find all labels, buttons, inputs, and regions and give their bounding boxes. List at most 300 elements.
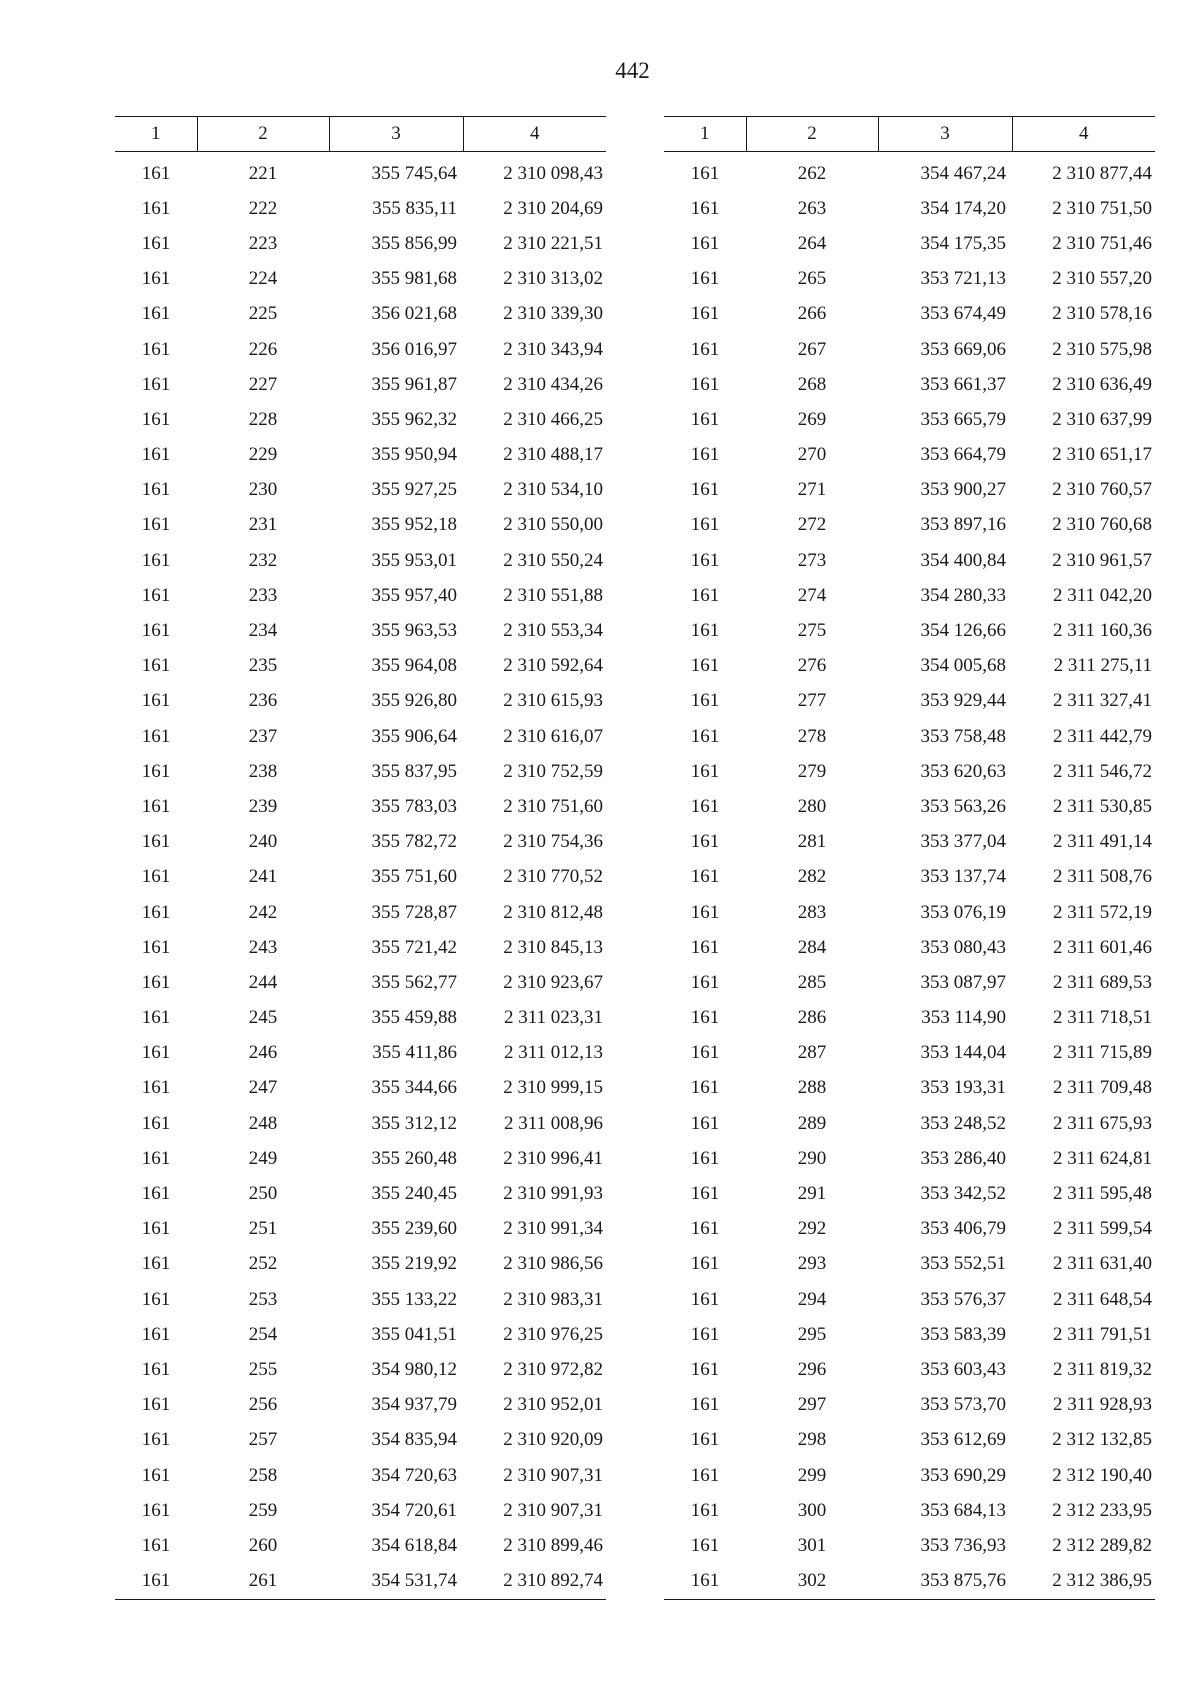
cell-section: 161 [690, 1429, 720, 1451]
cell-point-number: 244 [248, 971, 278, 993]
cell-x-coordinate: 355 459,88 [371, 1007, 457, 1029]
cell-point-number: 234 [248, 620, 278, 642]
cell-point-number: 241 [248, 866, 278, 888]
cell-point-number: 222 [248, 197, 278, 219]
cell-x-coordinate: 353 684,13 [920, 1499, 1006, 1521]
cell-x-coordinate: 355 953,01 [371, 549, 457, 571]
cell-y-coordinate: 2 311 042,20 [1052, 584, 1152, 606]
cell-section: 161 [141, 1464, 171, 1486]
cell-y-coordinate: 2 310 204,69 [503, 197, 603, 219]
cell-y-coordinate: 2 311 012,13 [503, 1042, 603, 1064]
cell-point-number: 297 [797, 1394, 827, 1416]
table-row [664, 1212, 1155, 1247]
cell-x-coordinate: 353 603,43 [920, 1358, 1006, 1380]
cell-point-number: 285 [797, 971, 827, 993]
cell-x-coordinate: 355 133,22 [371, 1288, 457, 1310]
cell-point-number: 289 [797, 1112, 827, 1134]
cell-section: 161 [690, 1218, 720, 1240]
cell-x-coordinate: 353 661,37 [920, 373, 1006, 395]
cell-y-coordinate: 2 312 132,85 [1052, 1429, 1152, 1451]
cell-section: 161 [690, 936, 720, 958]
table-row [664, 754, 1155, 789]
cell-x-coordinate: 353 897,16 [920, 514, 1006, 536]
cell-x-coordinate: 355 240,45 [371, 1183, 457, 1205]
table-row [115, 649, 606, 684]
table-row [664, 1352, 1155, 1387]
cell-y-coordinate: 2 310 877,44 [1052, 162, 1152, 184]
cell-x-coordinate: 355 562,77 [371, 971, 457, 993]
cell-x-coordinate: 355 751,60 [371, 866, 457, 888]
cell-section: 161 [141, 1007, 171, 1029]
cell-section: 161 [141, 162, 171, 184]
cell-section: 161 [141, 373, 171, 395]
cell-point-number: 255 [248, 1358, 278, 1380]
cell-x-coordinate: 355 260,48 [371, 1147, 457, 1169]
table-row [664, 473, 1155, 508]
cell-point-number: 223 [248, 232, 278, 254]
cell-x-coordinate: 355 964,08 [371, 655, 457, 677]
cell-y-coordinate: 2 312 289,82 [1052, 1534, 1152, 1556]
cell-y-coordinate: 2 310 986,56 [503, 1253, 603, 1275]
cell-point-number: 296 [797, 1358, 827, 1380]
table-row [664, 825, 1155, 860]
table-row [664, 1388, 1155, 1423]
table-row [115, 1106, 606, 1141]
table-row [115, 262, 606, 297]
cell-point-number: 298 [797, 1429, 827, 1451]
cell-section: 161 [141, 690, 171, 712]
column-header: 4 [463, 117, 606, 152]
cell-section: 161 [141, 1218, 171, 1240]
table-row [115, 1423, 606, 1458]
cell-y-coordinate: 2 311 819,32 [1052, 1358, 1152, 1380]
cell-point-number: 272 [797, 514, 827, 536]
cell-x-coordinate: 355 906,64 [371, 725, 457, 747]
cell-section: 161 [141, 1358, 171, 1380]
cell-section: 161 [141, 655, 171, 677]
cell-point-number: 278 [797, 725, 827, 747]
cell-section: 161 [141, 866, 171, 888]
cell-point-number: 275 [797, 620, 827, 642]
cell-section: 161 [690, 1323, 720, 1345]
cell-section: 161 [141, 232, 171, 254]
table-row [664, 860, 1155, 895]
cell-point-number: 288 [797, 1077, 827, 1099]
cell-section: 161 [141, 620, 171, 642]
cell-point-number: 254 [248, 1323, 278, 1345]
cell-y-coordinate: 2 310 575,98 [1052, 338, 1152, 360]
table-row [115, 332, 606, 367]
cell-y-coordinate: 2 310 991,93 [503, 1183, 603, 1205]
cell-x-coordinate: 353 087,97 [920, 971, 1006, 993]
table-row [664, 543, 1155, 578]
table-row [115, 1282, 606, 1317]
cell-x-coordinate: 353 193,31 [920, 1077, 1006, 1099]
table-row [664, 649, 1155, 684]
column-header: 3 [329, 117, 463, 152]
table-row [115, 191, 606, 226]
cell-x-coordinate: 353 080,43 [920, 936, 1006, 958]
cell-x-coordinate: 355 219,92 [371, 1253, 457, 1275]
cell-y-coordinate: 2 310 339,30 [503, 303, 603, 325]
cell-x-coordinate: 353 736,93 [920, 1534, 1006, 1556]
cell-point-number: 230 [248, 479, 278, 501]
cell-y-coordinate: 2 310 751,50 [1052, 197, 1152, 219]
cell-x-coordinate: 355 728,87 [371, 901, 457, 923]
cell-x-coordinate: 353 377,04 [920, 831, 1006, 853]
cell-y-coordinate: 2 310 952,01 [503, 1394, 603, 1416]
cell-point-number: 284 [797, 936, 827, 958]
cell-section: 161 [690, 795, 720, 817]
cell-y-coordinate: 2 311 442,79 [1052, 725, 1152, 747]
cell-y-coordinate: 2 310 637,99 [1052, 408, 1152, 430]
cell-point-number: 256 [248, 1394, 278, 1416]
cell-section: 161 [690, 901, 720, 923]
cell-section: 161 [141, 1147, 171, 1169]
cell-x-coordinate: 354 467,24 [920, 162, 1006, 184]
cell-section: 161 [141, 479, 171, 501]
cell-point-number: 221 [248, 162, 278, 184]
cell-x-coordinate: 356 016,97 [371, 338, 457, 360]
cell-point-number: 229 [248, 444, 278, 466]
cell-y-coordinate: 2 311 631,40 [1052, 1253, 1152, 1275]
table-row [664, 684, 1155, 719]
cell-section: 161 [690, 690, 720, 712]
cell-section: 161 [690, 338, 720, 360]
cell-point-number: 299 [797, 1464, 827, 1486]
cell-point-number: 238 [248, 760, 278, 782]
cell-x-coordinate: 354 835,94 [371, 1429, 457, 1451]
table-row [115, 473, 606, 508]
table-row [664, 895, 1155, 930]
cell-section: 161 [141, 1042, 171, 1064]
cell-y-coordinate: 2 311 689,53 [1052, 971, 1152, 993]
table-header [115, 117, 606, 152]
cell-section: 161 [141, 408, 171, 430]
column-header: 2 [197, 117, 329, 152]
cell-x-coordinate: 353 758,48 [920, 725, 1006, 747]
cell-y-coordinate: 2 311 595,48 [1052, 1183, 1152, 1205]
table-row [115, 1212, 606, 1247]
cell-section: 161 [141, 1112, 171, 1134]
cell-x-coordinate: 353 875,76 [878, 1564, 1012, 1600]
column-header: 1 [115, 117, 197, 152]
cell-y-coordinate: 2 310 760,57 [1052, 479, 1152, 501]
table-row [664, 1493, 1155, 1528]
table-row [664, 402, 1155, 437]
table-row [115, 1493, 606, 1528]
cell-x-coordinate: 355 926,80 [371, 690, 457, 712]
cell-point-number: 224 [248, 268, 278, 290]
cell-section: 161 [690, 479, 720, 501]
cell-y-coordinate: 2 310 999,15 [503, 1077, 603, 1099]
cell-section: 161 [690, 1183, 720, 1205]
cell-point-number: 281 [797, 831, 827, 853]
cell-section: 161 [690, 655, 720, 677]
cell-point-number: 271 [797, 479, 827, 501]
table-row [664, 719, 1155, 754]
cell-x-coordinate: 353 583,39 [920, 1323, 1006, 1345]
cell-section: 161 [690, 268, 720, 290]
table-row [664, 226, 1155, 261]
table-row [664, 1564, 1155, 1600]
cell-x-coordinate: 355 981,68 [371, 268, 457, 290]
cell-x-coordinate: 355 837,95 [371, 760, 457, 782]
cell-x-coordinate: 354 720,61 [371, 1499, 457, 1521]
cell-point-number: 293 [797, 1253, 827, 1275]
table-row [115, 1141, 606, 1176]
cell-y-coordinate: 2 310 754,36 [503, 831, 603, 853]
cell-y-coordinate: 2 310 983,31 [503, 1288, 603, 1310]
cell-x-coordinate: 353 620,63 [920, 760, 1006, 782]
table-row [664, 1176, 1155, 1211]
table-row [664, 1247, 1155, 1282]
cell-x-coordinate: 355 927,25 [371, 479, 457, 501]
cell-x-coordinate: 355 856,99 [371, 232, 457, 254]
cell-x-coordinate: 354 400,84 [920, 549, 1006, 571]
cell-section: 161 [690, 1288, 720, 1310]
cell-point-number: 226 [248, 338, 278, 360]
cell-point-number: 228 [248, 408, 278, 430]
cell-x-coordinate: 355 411,86 [372, 1042, 457, 1064]
cell-point-number: 291 [797, 1183, 827, 1205]
table-row [115, 860, 606, 895]
cell-y-coordinate: 2 310 991,34 [503, 1218, 603, 1240]
cell-section: 161 [690, 620, 720, 642]
cell-point-number: 227 [248, 373, 278, 395]
cell-section: 161 [690, 1077, 720, 1099]
cell-point-number: 233 [248, 584, 278, 606]
cell-y-coordinate: 2 310 751,60 [503, 795, 603, 817]
table-row [115, 578, 606, 613]
cell-x-coordinate: 355 312,12 [371, 1112, 457, 1134]
cell-y-coordinate: 2 312 190,40 [1052, 1464, 1152, 1486]
cell-point-number: 249 [248, 1147, 278, 1169]
cell-section: 161 [690, 866, 720, 888]
table-row [115, 1247, 606, 1282]
cell-x-coordinate: 353 144,04 [920, 1042, 1006, 1064]
cell-section: 161 [690, 162, 720, 184]
cell-section: 161 [690, 232, 720, 254]
cell-x-coordinate: 353 076,19 [920, 901, 1006, 923]
cell-section: 161 [141, 444, 171, 466]
cell-x-coordinate: 354 175,35 [920, 232, 1006, 254]
cell-y-coordinate: 2 310 550,00 [503, 514, 603, 536]
cell-section: 161 [141, 831, 171, 853]
cell-section: 161 [690, 725, 720, 747]
cell-y-coordinate: 2 311 327,41 [1052, 690, 1152, 712]
cell-point-number: 286 [797, 1007, 827, 1029]
table-row [115, 1528, 606, 1563]
cell-section: 161 [141, 725, 171, 747]
cell-y-coordinate: 2 310 751,46 [1052, 232, 1152, 254]
cell-section: 161 [141, 760, 171, 782]
cell-x-coordinate: 353 612,69 [920, 1429, 1006, 1451]
cell-y-coordinate: 2 310 557,20 [1052, 268, 1152, 290]
cell-y-coordinate: 2 310 534,10 [503, 479, 603, 501]
table-row [664, 262, 1155, 297]
cell-x-coordinate: 353 406,79 [920, 1218, 1006, 1240]
cell-x-coordinate: 354 126,66 [920, 620, 1006, 642]
table-row [115, 1036, 606, 1071]
cell-point-number: 262 [797, 162, 827, 184]
table-row [115, 1458, 606, 1493]
cell-x-coordinate: 353 563,26 [920, 795, 1006, 817]
table-body [115, 152, 606, 1600]
cell-point-number: 251 [248, 1218, 278, 1240]
cell-x-coordinate: 354 980,12 [371, 1358, 457, 1380]
table-row [115, 895, 606, 930]
cell-point-number: 302 [746, 1564, 878, 1600]
table-row [115, 719, 606, 754]
cell-section: 161 [690, 831, 720, 853]
cell-x-coordinate: 353 674,49 [920, 303, 1006, 325]
cell-y-coordinate: 2 311 546,72 [1052, 760, 1152, 782]
header-row [664, 117, 1155, 152]
cell-x-coordinate: 355 344,66 [371, 1077, 457, 1099]
cell-section: 161 [690, 1358, 720, 1380]
cell-x-coordinate: 355 041,51 [371, 1323, 457, 1345]
cell-point-number: 232 [248, 549, 278, 571]
cell-y-coordinate: 2 311 008,96 [503, 1112, 603, 1134]
coordinates-table-right [664, 116, 1155, 1600]
cell-section: 161 [690, 1253, 720, 1275]
table-row [664, 1423, 1155, 1458]
cell-y-coordinate: 2 310 616,07 [503, 725, 603, 747]
table-row [664, 1458, 1155, 1493]
cell-x-coordinate: 353 286,40 [920, 1147, 1006, 1169]
table-row [115, 789, 606, 824]
cell-y-coordinate: 2 310 923,67 [503, 971, 603, 993]
cell-point-number: 225 [248, 303, 278, 325]
cell-point-number: 237 [248, 725, 278, 747]
table-row [664, 1528, 1155, 1563]
cell-x-coordinate: 355 961,87 [371, 373, 457, 395]
cell-y-coordinate: 2 310 845,13 [503, 936, 603, 958]
cell-section: 161 [141, 1183, 171, 1205]
table-row [664, 1001, 1155, 1036]
cell-y-coordinate: 2 311 599,54 [1052, 1218, 1152, 1240]
cell-section: 161 [141, 1429, 171, 1451]
cell-point-number: 287 [797, 1042, 827, 1064]
table-row [664, 508, 1155, 543]
cell-section: 161 [690, 197, 720, 219]
cell-point-number: 248 [248, 1112, 278, 1134]
cell-point-number: 269 [797, 408, 827, 430]
cell-y-coordinate: 2 311 508,76 [1052, 866, 1152, 888]
table-row [115, 930, 606, 965]
cell-section: 161 [141, 303, 171, 325]
cell-section: 161 [690, 760, 720, 782]
cell-y-coordinate: 2 311 275,11 [1053, 655, 1152, 677]
cell-x-coordinate: 354 937,79 [371, 1394, 457, 1416]
cell-y-coordinate: 2 310 976,25 [503, 1323, 603, 1345]
cell-point-number: 268 [797, 373, 827, 395]
table-row [115, 1352, 606, 1387]
cell-x-coordinate: 354 720,63 [371, 1464, 457, 1486]
table-row [115, 1317, 606, 1352]
cell-x-coordinate: 353 137,74 [920, 866, 1006, 888]
cell-section: 161 [141, 197, 171, 219]
cell-y-coordinate: 2 310 972,82 [503, 1358, 603, 1380]
cell-x-coordinate: 355 957,40 [371, 584, 457, 606]
cell-point-number: 245 [248, 1007, 278, 1029]
cell-point-number: 235 [248, 655, 278, 677]
cell-y-coordinate: 2 310 907,31 [503, 1499, 603, 1521]
cell-x-coordinate: 354 174,20 [920, 197, 1006, 219]
table-row [115, 1071, 606, 1106]
cell-point-number: 277 [797, 690, 827, 712]
cell-x-coordinate: 355 745,64 [371, 162, 457, 184]
cell-x-coordinate: 353 573,70 [920, 1394, 1006, 1416]
cell-x-coordinate: 355 239,60 [371, 1218, 457, 1240]
cell-y-coordinate: 2 311 675,93 [1052, 1112, 1152, 1134]
cell-point-number: 246 [248, 1042, 278, 1064]
cell-point-number: 258 [248, 1464, 278, 1486]
cell-point-number: 253 [248, 1288, 278, 1310]
cell-point-number: 273 [797, 549, 827, 571]
cell-section: 161 [141, 971, 171, 993]
cell-point-number: 274 [797, 584, 827, 606]
cell-section: 161 [115, 1564, 197, 1600]
cell-section: 161 [690, 584, 720, 606]
cell-point-number: 270 [797, 444, 827, 466]
table-row [115, 508, 606, 543]
cell-y-coordinate: 2 311 715,89 [1052, 1042, 1152, 1064]
table-row [664, 191, 1155, 226]
table-row [115, 1388, 606, 1423]
cell-section: 161 [690, 549, 720, 571]
table-row [115, 1001, 606, 1036]
cell-section: 161 [141, 1394, 171, 1416]
column-header: 4 [1012, 117, 1155, 152]
table-row [664, 578, 1155, 613]
coordinates-table-left [115, 116, 606, 1600]
cell-y-coordinate: 2 310 752,59 [503, 760, 603, 782]
cell-section: 161 [141, 795, 171, 817]
cell-point-number: 292 [797, 1218, 827, 1240]
cell-y-coordinate: 2 310 615,93 [503, 690, 603, 712]
column-header: 3 [878, 117, 1012, 152]
cell-x-coordinate: 353 665,79 [920, 408, 1006, 430]
table-row [664, 332, 1155, 367]
cell-y-coordinate: 2 310 592,64 [503, 655, 603, 677]
cell-section: 161 [690, 1007, 720, 1029]
cell-x-coordinate: 355 721,42 [371, 936, 457, 958]
table-row [115, 825, 606, 860]
cell-section: 161 [690, 514, 720, 536]
cell-point-number: 282 [797, 866, 827, 888]
cell-y-coordinate: 2 310 578,16 [1052, 303, 1152, 325]
cell-y-coordinate: 2 312 233,95 [1052, 1499, 1152, 1521]
header-row [115, 117, 606, 152]
cell-y-coordinate: 2 311 491,14 [1052, 831, 1152, 853]
cell-point-number: 252 [248, 1253, 278, 1275]
cell-y-coordinate: 2 311 791,51 [1052, 1323, 1152, 1345]
cell-x-coordinate: 354 005,68 [920, 655, 1006, 677]
cell-y-coordinate: 2 311 601,46 [1052, 936, 1152, 958]
cell-y-coordinate: 2 310 313,02 [503, 268, 603, 290]
cell-x-coordinate: 353 576,37 [920, 1288, 1006, 1310]
table-row [664, 1071, 1155, 1106]
cell-section: 161 [690, 303, 720, 325]
cell-y-coordinate: 2 310 551,88 [503, 584, 603, 606]
cell-x-coordinate: 355 835,11 [372, 197, 457, 219]
cell-section: 161 [690, 1394, 720, 1416]
table-row [115, 754, 606, 789]
table-row [115, 226, 606, 261]
cell-point-number: 243 [248, 936, 278, 958]
